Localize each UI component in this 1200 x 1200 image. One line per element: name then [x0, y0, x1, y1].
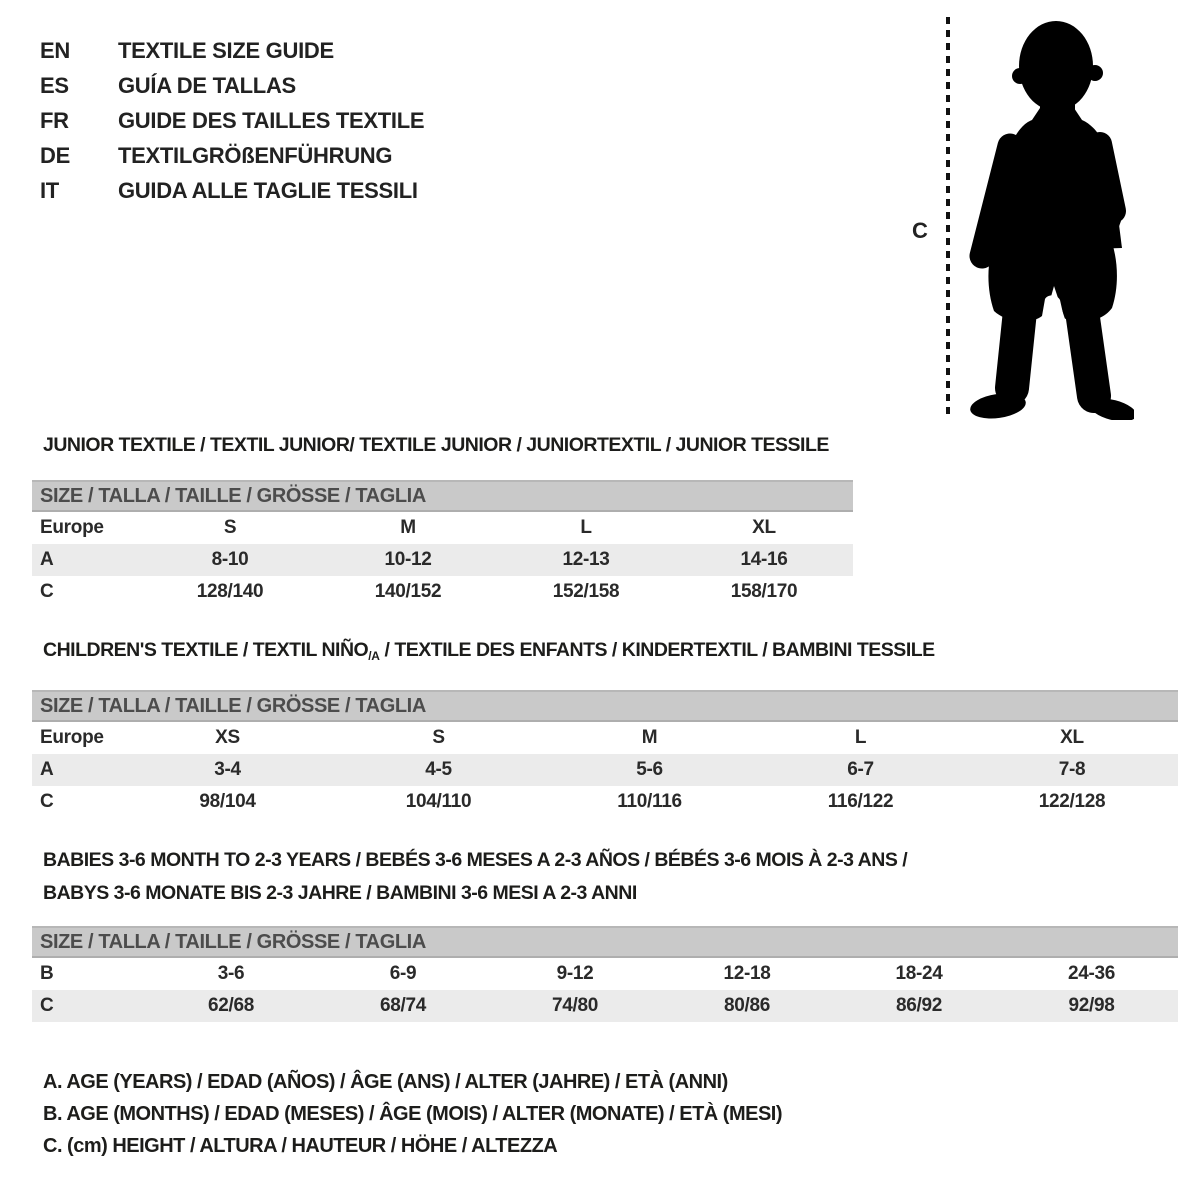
babies-size-header-bar [32, 926, 1178, 958]
language-code: DE [40, 142, 70, 168]
babies-row-months [32, 958, 1178, 990]
age-cell: 14-16 [740, 549, 788, 570]
row-label-cell: Europe [40, 517, 104, 538]
note-age-years: A. AGE (YEARS) / EDAD (AÑOS) / ÂGE (ANS) / ALTER (JAHRE) / ETÀ (ANNI) [43, 1071, 728, 1093]
language-row-es [40, 68, 560, 103]
age-cell: 4-5 [425, 759, 452, 780]
babies-title-line2: BABYS 3-6 MONATE BIS 2-3 JAHRE / BAMBINI 3-6 MESI A 2-3 ANNI [43, 882, 637, 904]
legend-notes [43, 1071, 782, 1167]
height-cell: 98/104 [199, 791, 256, 812]
height-measure-label: C [912, 218, 928, 243]
children-title-pre: CHILDREN'S TEXTILE / TEXTIL NIÑO [43, 639, 369, 661]
row-label-cell: Europe [40, 727, 104, 748]
size-cell: L [854, 727, 867, 748]
children-title-post: / TEXTILE DES ENFANTS / KINDERTEXTIL / BAMBINI TESSILE [379, 639, 935, 661]
children-row-europe [32, 722, 1178, 754]
size-cell: S [432, 727, 445, 748]
age-cell: 5-6 [636, 759, 663, 780]
children-row-height [32, 786, 1178, 818]
language-row-de [40, 138, 560, 173]
height-cell: 110/116 [617, 791, 682, 812]
size-cell: XS [215, 727, 240, 748]
size-cell: L [580, 517, 592, 538]
age-cell: 7-8 [1058, 759, 1086, 780]
height-cell: 86/92 [895, 995, 943, 1016]
age-cell: 10-12 [384, 549, 432, 570]
junior-size-header-label: SIZE / TALLA / TAILLE / GRÖSSE / TAGLIA [40, 484, 426, 507]
size-cell: S [223, 517, 237, 538]
language-title: GUIDA ALLE TAGLIE TESSILI [118, 177, 418, 203]
age-cell: 6-7 [847, 759, 874, 780]
language-title: GUIDE DES TAILLES TEXTILE [118, 107, 425, 133]
height-cell: 104/110 [405, 791, 472, 812]
children-size-header-bar [32, 690, 1178, 722]
junior-size-table [32, 512, 853, 608]
children-section-title [43, 639, 935, 662]
size-cell: XL [752, 517, 776, 538]
babies-size-table [32, 958, 1178, 1022]
height-cell: 68/74 [379, 995, 427, 1016]
size-cell: M [641, 727, 658, 748]
height-dashed-line [944, 14, 952, 420]
row-label-cell: A [40, 549, 54, 570]
babies-title-line1: BABIES 3-6 MONTH TO 2-3 YEARS / BEBÉS 3-6 MESES A 2-3 AÑOS / BÉBÉS 3-6 MOIS À 2-3 ANS / [43, 849, 908, 871]
months-cell: 12-18 [723, 963, 771, 984]
language-row-en [40, 33, 560, 68]
age-cell: 12-13 [562, 549, 610, 570]
row-label-cell: C [40, 995, 54, 1016]
language-title: TEXTILE SIZE GUIDE [118, 37, 334, 63]
note-age-months: B. AGE (MONTHS) / EDAD (MESES) / ÂGE (MOIS) / ALTER (MONATE) / ETÀ (MESI) [43, 1103, 783, 1125]
height-cell: 158/170 [730, 581, 798, 602]
months-cell: 24-36 [1067, 963, 1116, 984]
language-code: ES [40, 72, 69, 98]
babies-section-title [43, 849, 907, 915]
months-cell: 3-6 [217, 963, 245, 984]
height-cell: 92/98 [1068, 995, 1115, 1016]
height-cell: 128/140 [196, 581, 264, 602]
language-code: FR [40, 107, 69, 133]
language-row-it [40, 173, 560, 208]
junior-size-header-bar [32, 480, 853, 512]
babies-size-header-label: SIZE / TALLA / TAILLE / GRÖSSE / TAGLIA [40, 930, 426, 953]
size-cell: M [400, 517, 416, 538]
note-height-cm: C. (cm) HEIGHT / ALTURA / HAUTEUR / HÖHE / ALTEZZA [43, 1135, 558, 1157]
height-cell: 152/158 [552, 581, 620, 602]
height-cell: 116/122 [827, 791, 894, 812]
toddler-silhouette-icon [962, 16, 1134, 420]
months-cell: 9-12 [556, 963, 594, 984]
height-cell: 122/128 [1038, 791, 1106, 812]
row-label-cell: A [40, 759, 54, 780]
children-title-subscript: /A [368, 649, 380, 663]
height-cell: 62/68 [207, 995, 255, 1016]
months-cell: 6-9 [389, 963, 417, 984]
language-row-fr [40, 103, 560, 138]
children-row-age [32, 754, 1178, 786]
size-cell: XL [1060, 727, 1084, 748]
months-cell: 18-24 [895, 963, 943, 984]
babies-row-height [32, 990, 1178, 1022]
height-cell: 140/152 [374, 581, 442, 602]
height-cell: 80/86 [723, 995, 771, 1016]
height-cell: 74/80 [551, 995, 599, 1016]
language-code: IT [40, 177, 59, 203]
row-label-cell: C [40, 791, 54, 812]
row-label-cell: B [40, 963, 54, 984]
language-title: GUÍA DE TALLAS [118, 72, 296, 98]
language-guide-list [40, 33, 560, 208]
language-code: EN [40, 37, 70, 63]
row-label-cell: C [40, 581, 54, 602]
age-cell: 3-4 [214, 759, 241, 780]
children-size-table [32, 722, 1178, 818]
junior-row-age [32, 544, 853, 576]
junior-row-height [32, 576, 853, 608]
age-cell: 8-10 [211, 549, 249, 570]
language-title: TEXTILGRÖßENFÜHRUNG [118, 142, 393, 168]
children-size-header-label: SIZE / TALLA / TAILLE / GRÖSSE / TAGLIA [40, 694, 426, 717]
junior-section-title: JUNIOR TEXTILE / TEXTIL JUNIOR/ TEXTILE JUNIOR / JUNIORTEXTIL / JUNIOR TESSILE [43, 434, 829, 456]
junior-row-europe [32, 512, 853, 544]
